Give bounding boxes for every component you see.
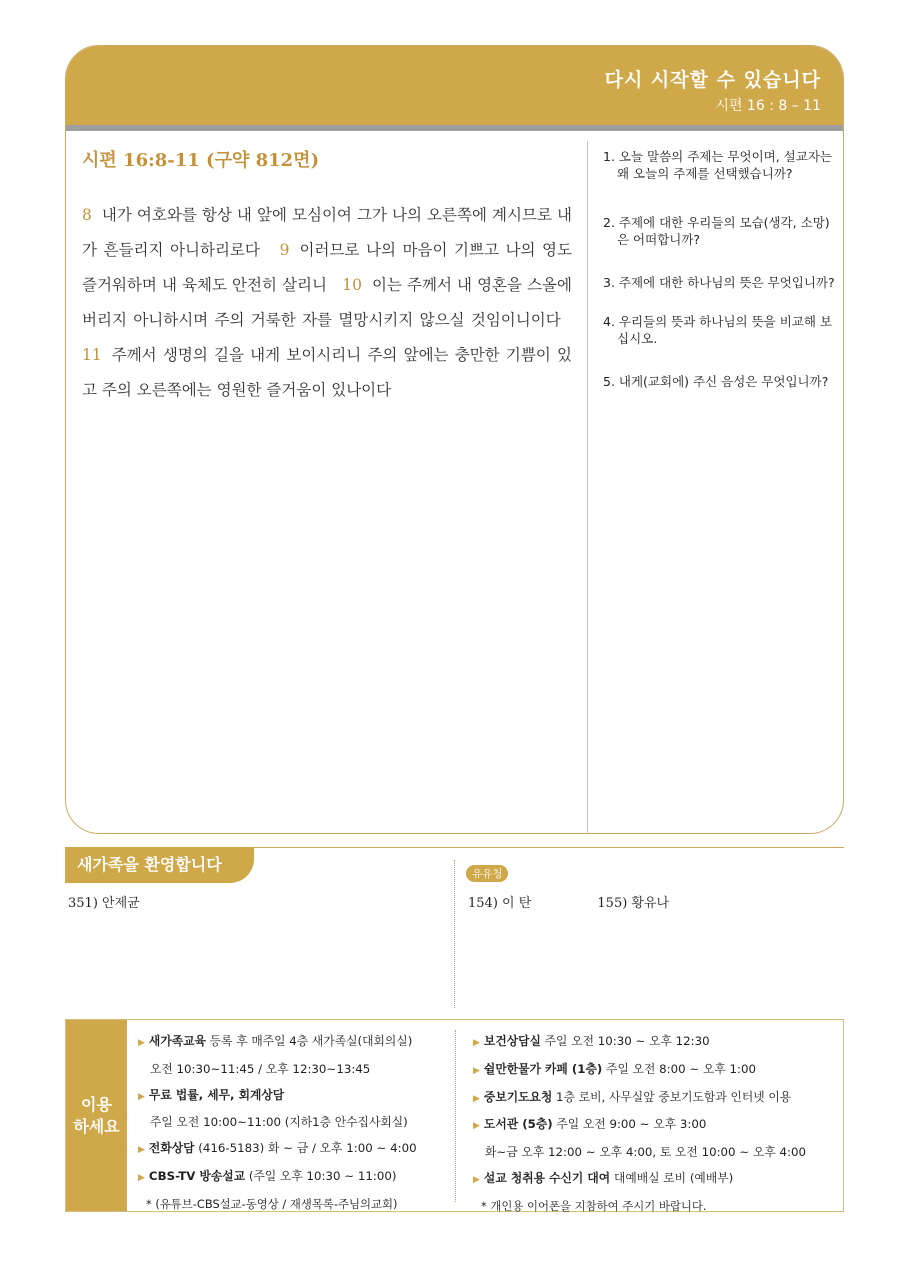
triangle-bullet-icon: ▶ <box>138 1172 145 1183</box>
triangle-bullet-icon: ▶ <box>138 1038 145 1048</box>
service-note: * 개인용 이어폰을 지참하여 주시기 바랍니다. <box>481 1198 707 1213</box>
verse-number: 10 <box>342 276 362 294</box>
verse-text: 이는 주께서 내 영혼을 스올에 버리지 아니하시며 주의 거룩한 자를 멸망시키지 않으실 것임이니이다 <box>82 276 573 329</box>
verse-number: 8 <box>82 206 92 224</box>
service-name: 보건상담실 <box>483 1034 541 1048</box>
service-name: 도서관 (5층) <box>483 1117 553 1132</box>
service-detail: 등록 후 매주일 4층 새가족실(대회의실) <box>205 1034 413 1048</box>
service-note: * (유튜브-CBS설교-동영상 / 재생목록-주님의교회) <box>146 1196 398 1211</box>
service-newcomer-education <box>138 1029 458 1057</box>
sermon-title: 다시 시작할 수 있습니다 <box>604 69 821 91</box>
sermon-header <box>66 46 843 125</box>
question-item: 4. 우리들의 뜻과 하나님의 뜻을 비교해 보십시오. <box>603 314 832 346</box>
sermon-reference: 시편 16 : 8 – 11 <box>715 98 821 114</box>
service-name: 무료 법률, 세무, 회계상담 <box>148 1087 285 1102</box>
scripture-passage <box>82 198 572 408</box>
service-health <box>473 1029 813 1057</box>
service-library <box>473 1112 813 1140</box>
service-name: CBS-TV 방송설교 <box>148 1168 246 1183</box>
triangle-bullet-icon: ▶ <box>473 1174 480 1185</box>
service-detail: (416-5183) 화 ~ 금 / 오후 1:00 ~ 4:00 <box>194 1141 417 1156</box>
triangle-bullet-icon: ▶ <box>473 1093 480 1104</box>
services-label-line1: 이용 <box>81 1094 112 1114</box>
service-detail: 주일 오전 9:00 ~ 오후 3:00 <box>552 1117 707 1132</box>
service-detail-line: 오전 10:30~11:45 / 오후 12:30~13:45 <box>150 1061 371 1076</box>
verse-number: 11 <box>82 346 102 364</box>
service-detail: 주일 오전 8:00 ~ 오후 1:00 <box>602 1061 757 1076</box>
services-label-line2: 하세요 <box>73 1116 120 1136</box>
column-divider <box>587 141 588 834</box>
services-info-box <box>65 1019 844 1212</box>
verse-text: 이러므로 나의 마음이 기쁘고 나의 영도 즐거워하며 내 육체도 안전히 살리니 <box>82 241 572 294</box>
passage-heading: 시편 16:8-11 (구약 812면) <box>82 150 320 171</box>
services-right-column <box>473 1029 813 1220</box>
service-name: 새가족교육 <box>148 1034 206 1048</box>
service-prayer <box>473 1085 813 1113</box>
newcomer-name: 155) 황유나 <box>597 896 670 911</box>
newcomer-name: 154) 이 탄 <box>468 896 532 911</box>
service-detail: 대예배실 로비 (예배부) <box>610 1170 734 1185</box>
service-broadcast <box>138 1164 458 1192</box>
verse-number: 9 <box>279 241 290 259</box>
service-detail: (주일 오후 10:30 ~ 11:00) <box>245 1168 397 1183</box>
question-item: 5. 내게(교회에) 주신 음성은 무엇입니까? <box>603 374 829 389</box>
service-free-consult <box>138 1083 458 1111</box>
services-left-column <box>138 1029 458 1218</box>
service-detail-line: 주일 오전 10:00~11:00 (지하1층 안수집사회실) <box>150 1115 408 1130</box>
reflection-questions <box>603 148 835 408</box>
triangle-bullet-icon: ▶ <box>473 1065 480 1076</box>
newcomer-name: 351) 안제균 <box>68 896 140 911</box>
triangle-bullet-icon: ▶ <box>138 1145 145 1156</box>
verse-text: 주께서 생명의 길을 내게 보이시리니 주의 앞에는 충만한 기쁨이 있고 주의 오른쪽에는 영원한 즐거움이 있나이다 <box>82 346 572 399</box>
verse-text: 내가 여호와를 항상 내 앞에 모심이여 그가 나의 오른쪽에 계시므로 내가 흔들리지 아니하리로다 <box>82 206 572 259</box>
service-cafe <box>473 1057 813 1085</box>
service-receiver-rental <box>473 1166 813 1194</box>
newcomer-divider <box>454 860 455 1008</box>
triangle-bullet-icon: ▶ <box>473 1038 480 1048</box>
service-name: 쉴만한물가 카페 (1층) <box>483 1061 603 1076</box>
newcomer-list-right <box>468 892 731 911</box>
triangle-bullet-icon: ▶ <box>138 1091 145 1102</box>
service-detail: 1층 로비, 사무실앞 중보기도함과 인터넷 이용 <box>552 1089 792 1104</box>
service-name: 전화상담 <box>148 1141 195 1156</box>
triangle-bullet-icon: ▶ <box>473 1121 480 1132</box>
service-detail-line: 화~금 오후 12:00 ~ 오후 4:00, 토 오전 10:00 ~ 오후 4:00 <box>485 1145 806 1160</box>
services-divider <box>455 1030 456 1202</box>
services-label <box>66 1020 127 1211</box>
question-item: 2. 주제에 대한 우리들의 모습(생각, 소망)은 어떠합니까? <box>603 215 830 247</box>
question-item: 1. 오늘 말씀의 주제는 무엇이며, 설교자는 왜 오늘의 주제를 선택했습니까? <box>603 149 832 181</box>
service-name: 중보기도요청 <box>483 1089 553 1104</box>
service-name: 설교 청취용 수신기 대여 <box>483 1170 611 1185</box>
newcomer-list-left <box>68 892 140 911</box>
service-phone-consult <box>138 1136 458 1164</box>
youth-badge: 유유청 <box>466 865 508 882</box>
question-item: 3. 주제에 대한 하나님의 뜻은 무엇입니까? <box>603 275 835 290</box>
sermon-card <box>65 45 844 834</box>
service-detail: 주일 오전 10:30 ~ 오후 12:30 <box>540 1034 710 1048</box>
welcome-title: 새가족을 환영합니다 <box>65 847 254 883</box>
header-divider <box>66 125 843 131</box>
